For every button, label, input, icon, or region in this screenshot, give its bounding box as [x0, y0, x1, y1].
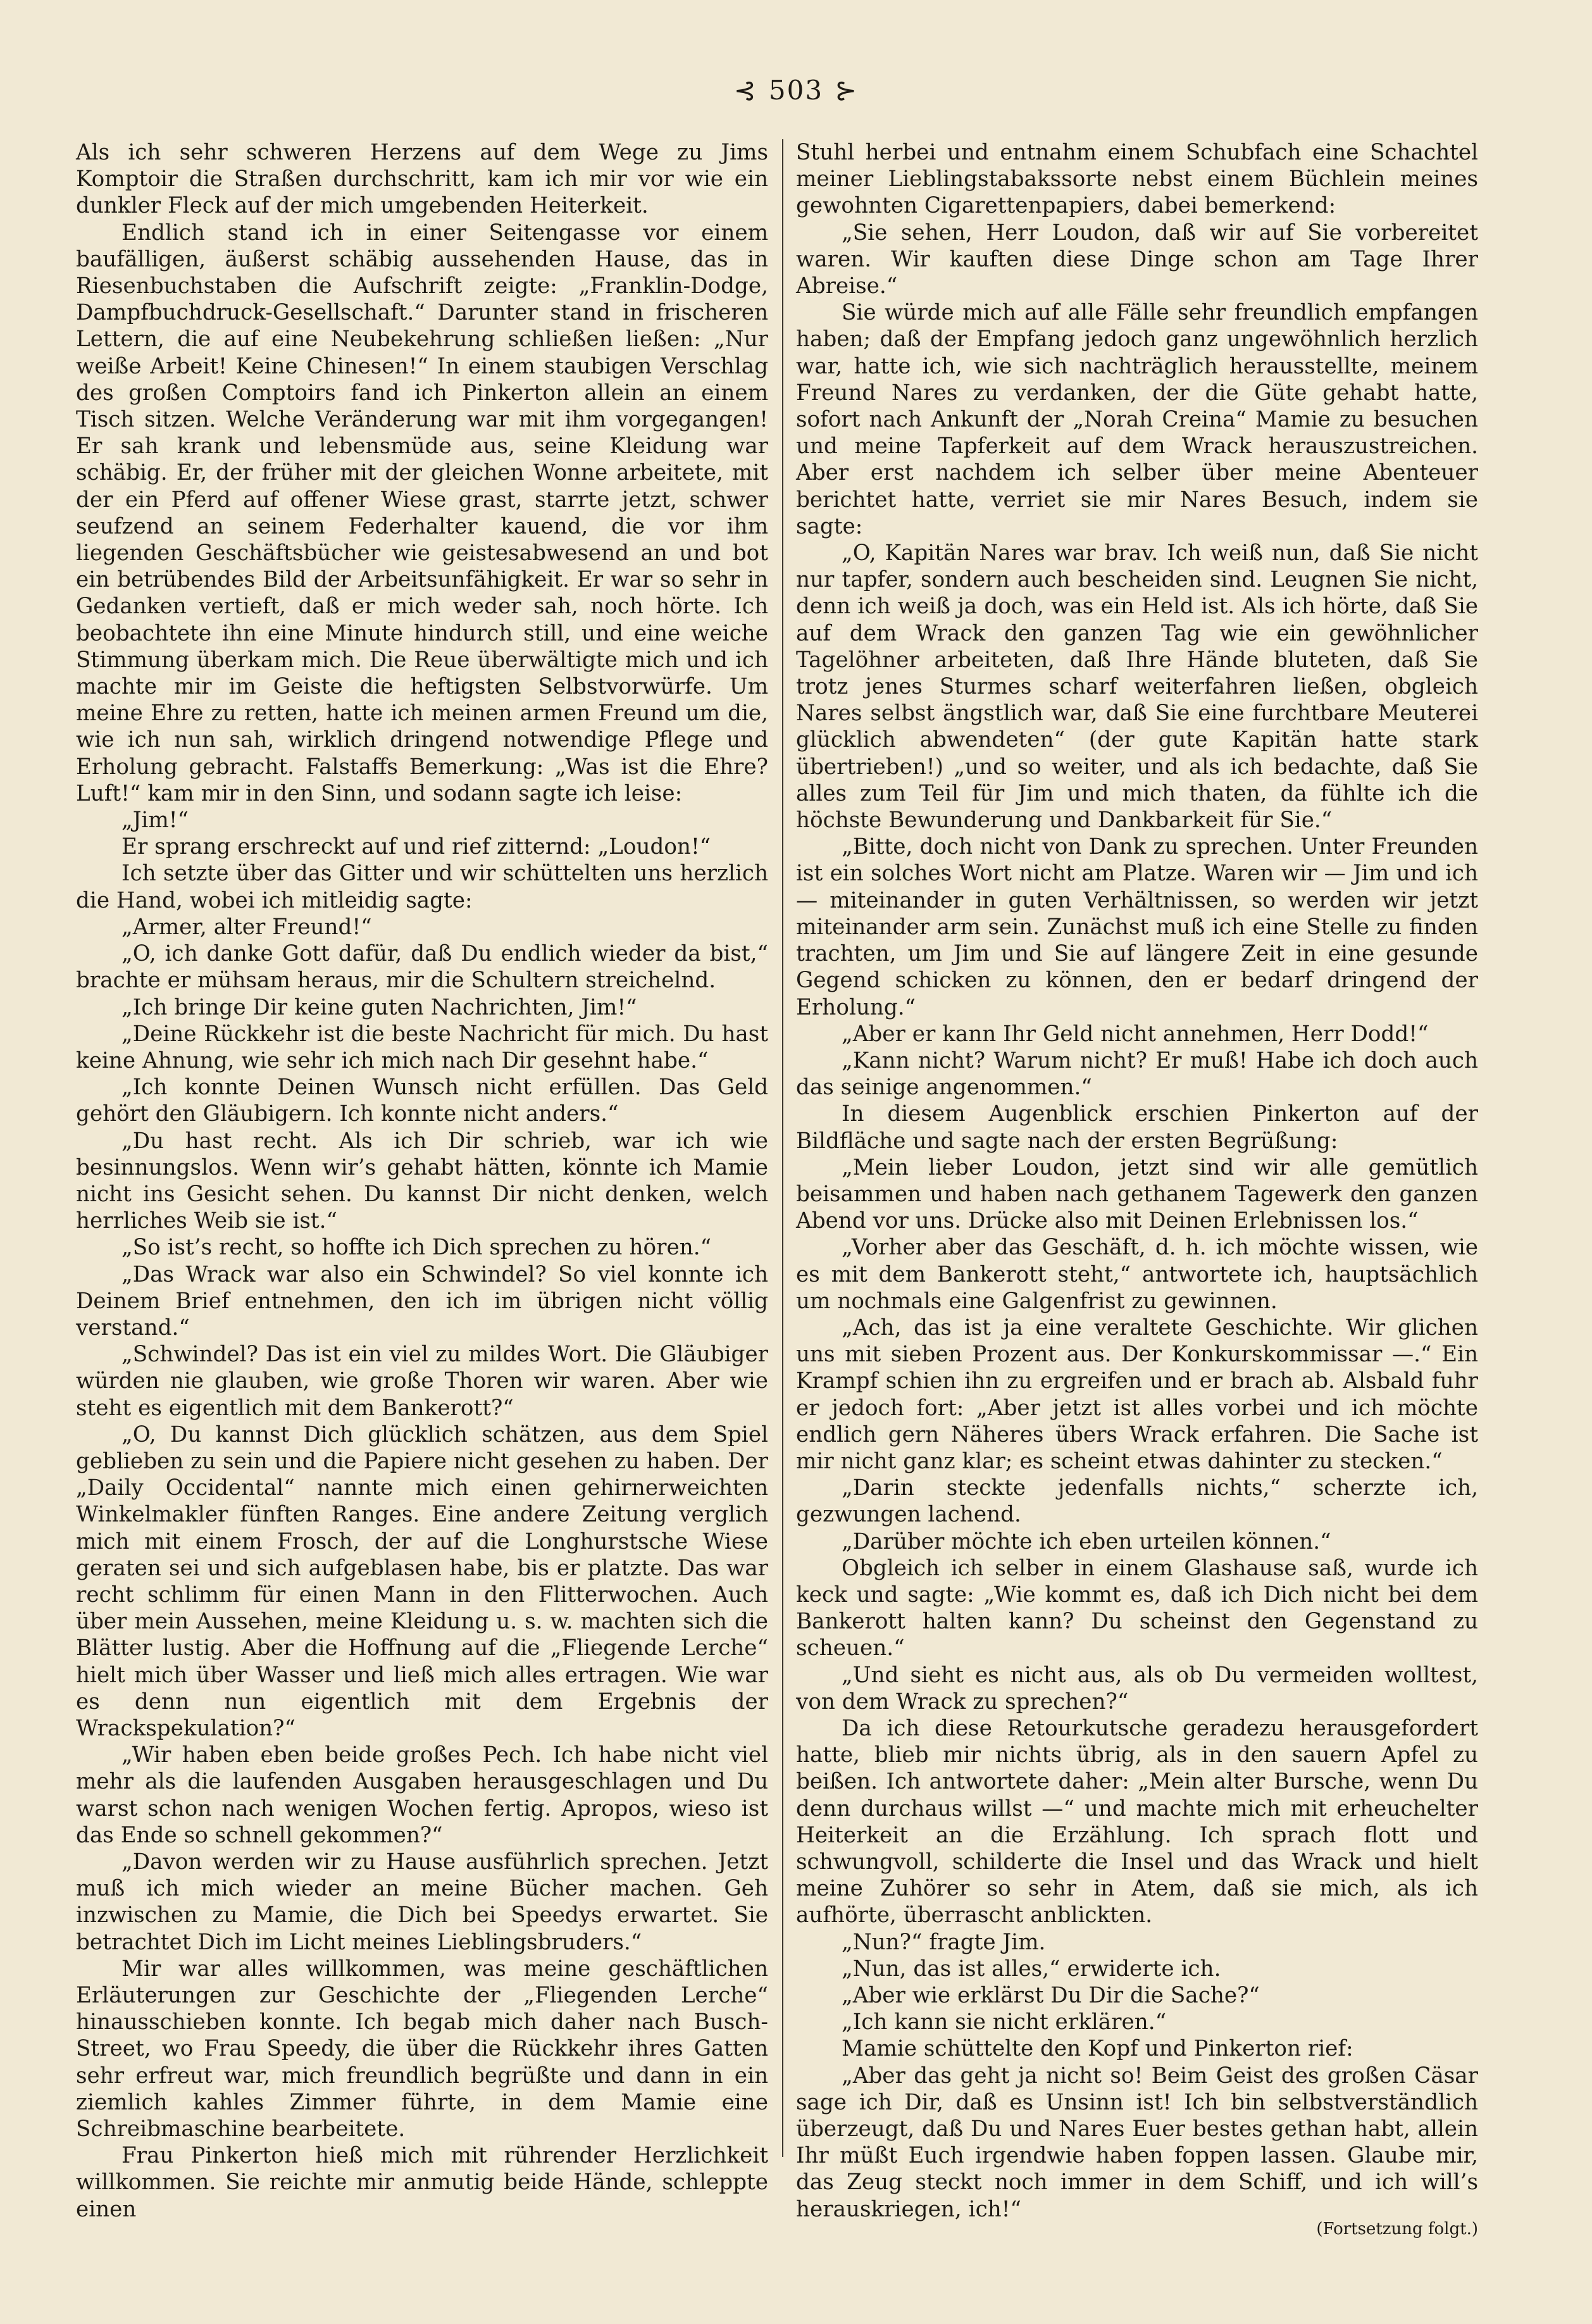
paragraph: „Du hast recht. Als ich Dir schrieb, war ich wie besinnungslos. Wenn wir’s gehabt hätten, könnte ich Mamie nicht ins Gesicht sehen. Du kannst Dir nicht denken, welch herrliches Weib sie ist.“ [76, 1128, 768, 1234]
paragraph: „Darüber möchte ich eben urteilen können.“ [842, 1528, 1331, 1554]
paragraph: Sie würde mich auf alle Fälle sehr freundlich empfangen haben; daß der Empfang jedoch ganz ungewöhnlich herzlich war, hatte ich, wie sich nachträglich herausstellte, meinem Freund Nares zu verdanken, der die Güte gehabt hatte, sofort nach Ankunft der „Norah Creina“ Mamie zu besuchen und meine Tapferkeit auf dem Wrack herauszustreichen. Aber erst nachdem ich selber über meine Abenteuer berichtet hatte, verriet sie mir Nares Besuch, indem sie sagte: [796, 300, 1478, 539]
paragraph: Als ich sehr schweren Herzens auf dem Wege zu Jims Komptoir die Straßen durchschritt, kam ich mir vor wie ein dunkler Fleck auf der mich umgebenden Heiterkeit. [76, 140, 768, 219]
paragraph: „Sie sehen, Herr Loudon, daß wir auf Sie vorbereitet waren. Wir kauften diese Dinge schon am Tage Ihrer Abreise.“ [796, 220, 1478, 299]
paragraph: „Darin steckte jedenfalls nichts,“ scherzte ich, gezwungen lachend. [796, 1475, 1478, 1528]
left-column [76, 139, 768, 2223]
paragraph: „Aber das geht ja nicht so! Beim Geist des großen Cäsar sage ich Dir, daß es Unsinn ist! Ich bin selbstverständlich überzeugt, daß Du und Nares Euer bestes gethan habt, allein Ihr müßt Euch irgendwie haben foppen lassen. Glaube mir, das Zeug steckt noch immer in dem Schiff, und ich will’s herauskriegen, ich!“ [796, 2063, 1478, 2222]
paragraph: Da ich diese Retourkutsche geradezu herausgefordert hatte, blieb mir nichts übrig, als in den sauern Apfel zu beißen. Ich antwortete daher: „Mein alter Bursche, wenn Du denn durchaus willst —“ und machte mich mit erheuchelter Heiterkeit an die Erzählung. Ich sprach flott und schwungvoll, schilderte die Insel und das Wrack und hielt meine Zuhörer so sehr in Atem, daß sie mich, als ich aufhörte, überrascht anblickten. [796, 1715, 1478, 1928]
paragraph: Mamie schüttelte den Kopf und Pinkerton rief: [842, 2036, 1353, 2062]
paragraph: Ich setzte über das Gitter und wir schüttelten uns herzlich die Hand, wobei ich mitleidig sagte: [76, 861, 768, 913]
page-number [0, 75, 1592, 106]
ornament-left: ⊰ [733, 75, 757, 106]
paragraph: Endlich stand ich in einer Seitengasse vor einem baufälligen, äußerst schäbig aussehenden Hause, das in Riesenbuchstaben die Aufschrift zeigte: „Franklin-Dodge, Dampfbuchdruck-Gesellschaft.“ Darunter stand in frischeren Lettern, die auf eine Neubekehrung schließen ließen: „Nur weiße Arbeit! Keine Chinesen!“ In einem staubigen Verschlag des großen Comptoirs fand ich Pinkerton allein an einem Tisch sitzen. Welche Veränderung war mit ihm vorgegangen! Er sah krank und lebensmüde aus, seine Kleidung war schäbig. Er, der früher mit der gleichen Wonne arbeitete, mit der ein Pferd auf offener Wiese grast, starrte jetzt, schwer seufzend an seinem Federhalter kauend, die vor ihm liegenden Geschäftsbücher wie geistesabwesend an und bot ein betrübendes Bild der Arbeitsunfähigkeit. Er war so sehr in Gedanken vertieft, daß er mich weder sah, noch hörte. Ich beobachtete ihn eine Minute hindurch still, und eine weiche Stimmung überkam mich. Die Reue überwältigte mich und ich machte mir im Geiste die heftigsten Selbstvorwürfe. Um meine Ehre zu retten, hatte ich meinen armen Freund um die, wie ich nun sah, wirklich dringend notwendige Pflege und Erholung gebracht. Falstaffs Bemerkung: „Was ist die Ehre? Luft!“ kam mir in den Sinn, und sodann sagte ich leise: [76, 220, 768, 806]
paragraph: „Deine Rückkehr ist die beste Nachricht für mich. Du hast keine Ahnung, wie sehr ich mich nach Dir gesehnt habe.“ [76, 1021, 768, 1073]
paragraph: „Aber er kann Ihr Geld nicht annehmen, Herr Dodd!“ [842, 1021, 1429, 1047]
paragraph: „Nun?“ fragte Jim. [842, 1929, 1046, 1955]
paragraph: Er sprang erschreckt auf und rief zitternd: „Loudon!“ [121, 834, 711, 860]
paragraph: „O, Kapitän Nares war brav. Ich weiß nun, daß Sie nicht nur tapfer, sondern auch bescheiden sind. Leugnen Sie nicht, denn ich weiß ja doch, was ein Held ist. Als ich hörte, daß Sie auf dem Wrack den ganzen Tag wie ein gewöhnlicher Tagelöhner arbeiteten, daß Ihre Hände bluteten, daß Sie trotz jenes Sturmes scharf weiterfahren ließen, obgleich Nares selbst ängstlich war, daß Sie eine furchtbare Meuterei glücklich abwendeten“ (der gute Kapitän hatte stark übertrieben!) „und so weiter, und als ich bedachte, daß Sie alles zum Teil für Jim und mich thaten, da fühlte ich die höchste Bewunderung und Dankbarkeit für Sie.“ [796, 540, 1478, 834]
paragraph: Frau Pinkerton hieß mich mit rührender Herzlichkeit willkommen. Sie reichte mir anmutig beide Hände, schleppte einen [76, 2143, 768, 2222]
paragraph: „O, ich danke Gott dafür, daß Du endlich wieder da bist,“ brachte er mühsam heraus, mir die Schultern streichelnd. [76, 941, 768, 994]
continuation-note: (Fortsetzung folgt.) [1316, 2219, 1478, 2239]
paragraph: „Kann nicht? Warum nicht? Er muß! Habe ich doch auch das seinige angenommen.“ [796, 1047, 1478, 1101]
paragraph: „Ich kann sie nicht erklären.“ [842, 2009, 1167, 2035]
right-column [796, 139, 1478, 2239]
paragraph: „Ich konnte Deinen Wunsch nicht erfüllen. Das Geld gehört den Gläubigern. Ich konnte nicht anders.“ [76, 1075, 768, 1127]
paragraph: „Ich bringe Dir keine guten Nachrichten, Jim!“ [121, 994, 637, 1020]
paragraph: „Und sieht es nicht aus, als ob Du vermeiden wolltest, von dem Wrack zu sprechen?“ [796, 1662, 1478, 1715]
paragraph: „Ach, das ist ja eine veraltete Geschichte. Wir glichen uns mit sieben Prozent aus. Der Konkurskommissar —.“ Ein Krampf schien ihn zu ergreifen und er brach ab. Alsbald fuhr er jedoch fort: „Aber jetzt ist alles vorbei und ich möchte endlich gern Näheres übers Wrack erfahren. Die Sache ist mir nicht ganz klar; es scheint etwas dahinter zu stecken.“ [796, 1315, 1478, 1474]
folio-number: 503 [768, 75, 824, 106]
paragraph: „Aber wie erklärst Du Dir die Sache?“ [842, 1983, 1260, 2009]
paragraph: „Bitte, doch nicht von Dank zu sprechen. Unter Freunden ist ein solches Wort nicht am Platze. Waren wir — Jim und ich — miteinander in guten Verhältnissen, so werden wir jetzt miteinander arm sein. Zunächst muß ich eine Stelle zu finden trachten, um Jim und Sie auf längere Zeit in eine gesunde Gegend schicken zu können, den er bedarf dringend der Erholung.“ [796, 834, 1478, 1020]
paragraph: In diesem Augenblick erschien Pinkerton auf der Bildfläche und sagte nach der ersten Begrüßung: [796, 1101, 1478, 1154]
ornament-right: ⊱ [835, 75, 859, 106]
paragraph: „Vorher aber das Geschäft, d. h. ich möchte wissen, wie es mit dem Bankerott steht,“ antwortete ich, hauptsächlich um nochmals eine Galgenfrist zu gewinnen. [796, 1235, 1478, 1314]
column-divider [782, 139, 783, 2157]
paragraph: „Mein lieber Loudon, jetzt sind wir alle gemütlich beisammen und haben nach gethanem Tagewerk den ganzen Abend vor uns. Drücke also mit Deinen Erlebnissen los.“ [796, 1154, 1478, 1234]
paragraph: „Jim!“ [121, 808, 189, 834]
paragraph: Mir war alles willkommen, was meine geschäftlichen Erläuterungen zur Geschichte der „Fliegenden Lerche“ hinausschieben konnte. Ich begab mich daher nach Busch-Street, wo Frau Speedy, die über die Rückkehr ihres Gatten sehr erfreut war, mich freundlich begrüßte und dann in ein ziemlich kahles Zimmer führte, in dem Mamie eine Schreibmaschine bearbeitete. [76, 1956, 768, 2142]
paragraph: „O, Du kannst Dich glücklich schätzen, aus dem Spiel geblieben zu sein und die Papiere nicht gesehen zu haben. Der „Daily Occidental“ nannte mich einen gehirnerweichten Winkelmakler fünften Ranges. Eine andere Zeitung verglich mich mit einem Frosch, der auf die Longhurstsche Wiese geraten sei und sich aufgeblasen habe, bis er platzte. Das war recht schlimm für einen Mann in den Flitterwochen. Auch über mein Aussehen, meine Kleidung u. s. w. machten sich die Blätter lustig. Aber die Hoffnung auf die „Fliegende Lerche“ hielt mich über Wasser und ließ mich alles ertragen. Wie war es denn nun eigentlich mit dem Ergebnis der Wrackspekulation?“ [76, 1421, 768, 1741]
paragraph: „Das Wrack war also ein Schwindel? So viel konnte ich Deinem Brief entnehmen, den ich im übrigen nicht völlig verstand.“ [76, 1261, 768, 1340]
paragraph: Stuhl herbei und entnahm einem Schubfach eine Schachtel meiner Lieblingstabakssorte nebst einem Büchlein meines gewohnten Cigarettenpapiers, dabei bemerkend: [796, 140, 1478, 219]
paragraph: „So ist’s recht, so hoffte ich Dich sprechen zu hören.“ [121, 1235, 712, 1261]
paragraph: Obgleich ich selber in einem Glashause saß, wurde ich keck und sagte: „Wie kommt es, daß ich Dich nicht bei dem Bankerott halten kann? Du scheinst den Gegenstand zu scheuen.“ [796, 1555, 1478, 1661]
paragraph: „Armer, alter Freund!“ [121, 914, 372, 940]
paragraph: „Nun, das ist alles,“ erwiderte ich. [842, 1956, 1221, 1982]
paragraph: „Davon werden wir zu Hause ausführlich sprechen. Jetzt muß ich mich wieder an meine Bücher machen. Geh inzwischen zu Mamie, die Dich bei Speedys erwartet. Sie betrachtet Dich im Licht meines Lieblingsbruders.“ [76, 1849, 768, 1955]
paragraph: „Schwindel? Das ist ein viel zu mildes Wort. Die Gläubiger würden nie glauben, wie große Thoren wir waren. Aber wie steht es eigentlich mit dem Bankerott?“ [76, 1342, 768, 1421]
paragraph: „Wir haben eben beide großes Pech. Ich habe nicht viel mehr als die laufenden Ausgaben herausgeschlagen und Du warst schon nach wenigen Wochen fertig. Apropos, wieso ist das Ende so schnell gekommen?“ [76, 1742, 768, 1848]
